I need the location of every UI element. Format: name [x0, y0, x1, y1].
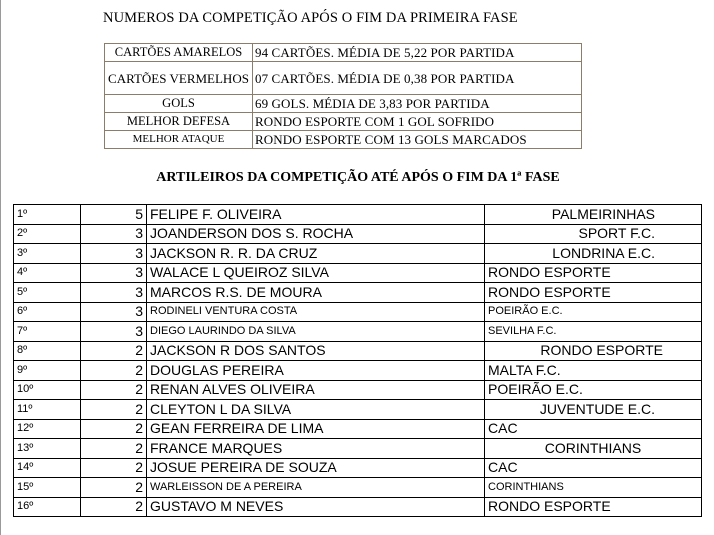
table-row [14, 419, 702, 439]
position-cell: 14º [14, 458, 81, 478]
table-row [14, 263, 702, 283]
table-row [14, 341, 702, 361]
club-cell: CORINTHIANS [485, 478, 702, 498]
club-cell: PALMEIRINHAS [485, 205, 702, 225]
table-row [14, 244, 702, 264]
stats-value: RONDO ESPORTE COM 1 GOL SOFRIDO [253, 113, 582, 131]
club-cell: RONDO ESPORTE [485, 283, 702, 303]
table-row [14, 322, 702, 342]
stats-row [105, 62, 582, 95]
club-cell: RONDO ESPORTE [485, 341, 702, 361]
position-cell: 9º [14, 361, 81, 381]
stats-value: 07 CARTÕES. MÉDIA DE 0,38 POR PARTIDA [253, 62, 582, 95]
player-name-cell: DIEGO LAURINDO DA SILVA [147, 322, 485, 342]
goals-cell: 2 [81, 478, 147, 498]
table-row [14, 497, 702, 517]
position-cell: 12º [14, 419, 81, 439]
club-cell: RONDO ESPORTE [485, 497, 702, 517]
stats-label: CARTÕES VERMELHOS [105, 62, 253, 95]
club-cell: SPORT F.C. [485, 224, 702, 244]
position-cell: 3º [14, 244, 81, 264]
goals-cell: 2 [81, 361, 147, 381]
player-name-cell: WALACE L QUEIROZ SILVA [147, 263, 485, 283]
stats-value: 69 GOLS. MÉDIA DE 3,83 POR PARTIDA [253, 95, 582, 113]
stats-value: 94 CARTÕES. MÉDIA DE 5,22 POR PARTIDA [253, 44, 582, 62]
goals-cell: 3 [81, 302, 147, 322]
stats-label: MELHOR ATAQUE [105, 131, 253, 149]
player-name-cell: DOUGLAS PEREIRA [147, 361, 485, 381]
player-name-cell: JACKSON R DOS SANTOS [147, 341, 485, 361]
club-cell: JUVENTUDE E.C. [485, 400, 702, 420]
table-row [14, 400, 702, 420]
club-cell: CORINTHIANS [485, 439, 702, 459]
goals-cell: 3 [81, 263, 147, 283]
scorers-table [13, 204, 702, 517]
table-row [14, 224, 702, 244]
stats-label: CARTÕES AMARELOS [105, 44, 253, 62]
goals-cell: 5 [81, 205, 147, 225]
goals-cell: 2 [81, 439, 147, 459]
club-cell: CAC [485, 419, 702, 439]
club-cell: POEIRÃO E.C. [485, 302, 702, 322]
position-cell: 2º [14, 224, 81, 244]
player-name-cell: FELIPE F. OLIVEIRA [147, 205, 485, 225]
stats-row [105, 113, 582, 131]
table-row [14, 380, 702, 400]
position-cell: 8º [14, 341, 81, 361]
position-cell: 6º [14, 302, 81, 322]
stats-value: RONDO ESPORTE COM 13 GOLS MARCADOS [253, 131, 582, 149]
player-name-cell: RENAN ALVES OLIVEIRA [147, 380, 485, 400]
club-cell: POEIRÃO E.C. [485, 380, 702, 400]
table-row [14, 283, 702, 303]
position-cell: 13º [14, 439, 81, 459]
player-name-cell: WARLEISSON DE A PEREIRA [147, 478, 485, 498]
stats-row [105, 44, 582, 62]
position-cell: 10º [14, 380, 81, 400]
player-name-cell: FRANCE MARQUES [147, 439, 485, 459]
position-cell: 7º [14, 322, 81, 342]
player-name-cell: JACKSON R. R. DA CRUZ [147, 244, 485, 264]
position-cell: 16º [14, 497, 81, 517]
table-row [14, 439, 702, 459]
club-cell: RONDO ESPORTE [485, 263, 702, 283]
table-row [14, 361, 702, 381]
stats-row [105, 131, 582, 149]
position-cell: 4º [14, 263, 81, 283]
goals-cell: 3 [81, 322, 147, 342]
goals-cell: 2 [81, 497, 147, 517]
club-cell: SEVILHA F.C. [485, 322, 702, 342]
club-cell: MALTA F.C. [485, 361, 702, 381]
player-name-cell: CLEYTON L DA SILVA [147, 400, 485, 420]
goals-cell: 3 [81, 283, 147, 303]
table-row [14, 478, 702, 498]
goals-cell: 2 [81, 341, 147, 361]
player-name-cell: RODINELI VENTURA COSTA [147, 302, 485, 322]
table-row [14, 205, 702, 225]
club-cell: LONDRINA E.C. [485, 244, 702, 264]
club-cell: CAC [485, 458, 702, 478]
goals-cell: 2 [81, 419, 147, 439]
position-cell: 1º [14, 205, 81, 225]
goals-cell: 3 [81, 244, 147, 264]
stats-label: MELHOR DEFESA [105, 113, 253, 131]
goals-cell: 2 [81, 458, 147, 478]
table-row [14, 302, 702, 322]
stats-row [105, 95, 582, 113]
position-cell: 15º [14, 478, 81, 498]
goals-cell: 3 [81, 224, 147, 244]
document-title: NUMEROS DA COMPETIÇÃO APÓS O FIM DA PRIMEIRA FASE [103, 10, 518, 26]
player-name-cell: GEAN FERREIRA DE LIMA [147, 419, 485, 439]
table-row [14, 458, 702, 478]
goals-cell: 2 [81, 400, 147, 420]
player-name-cell: MARCOS R.S. DE MOURA [147, 283, 485, 303]
player-name-cell: JOSUE PEREIRA DE SOUZA [147, 458, 485, 478]
player-name-cell: GUSTAVO M NEVES [147, 497, 485, 517]
stats-label: GOLS [105, 95, 253, 113]
competition-stats-table [104, 43, 582, 149]
scorers-title: ARTILEIROS DA COMPETIÇÃO ATÉ APÓS O FIM DA 1ª FASE [156, 170, 560, 185]
player-name-cell: JOANDERSON DOS S. ROCHA [147, 224, 485, 244]
goals-cell: 2 [81, 380, 147, 400]
position-cell: 11º [14, 400, 81, 420]
position-cell: 5º [14, 283, 81, 303]
